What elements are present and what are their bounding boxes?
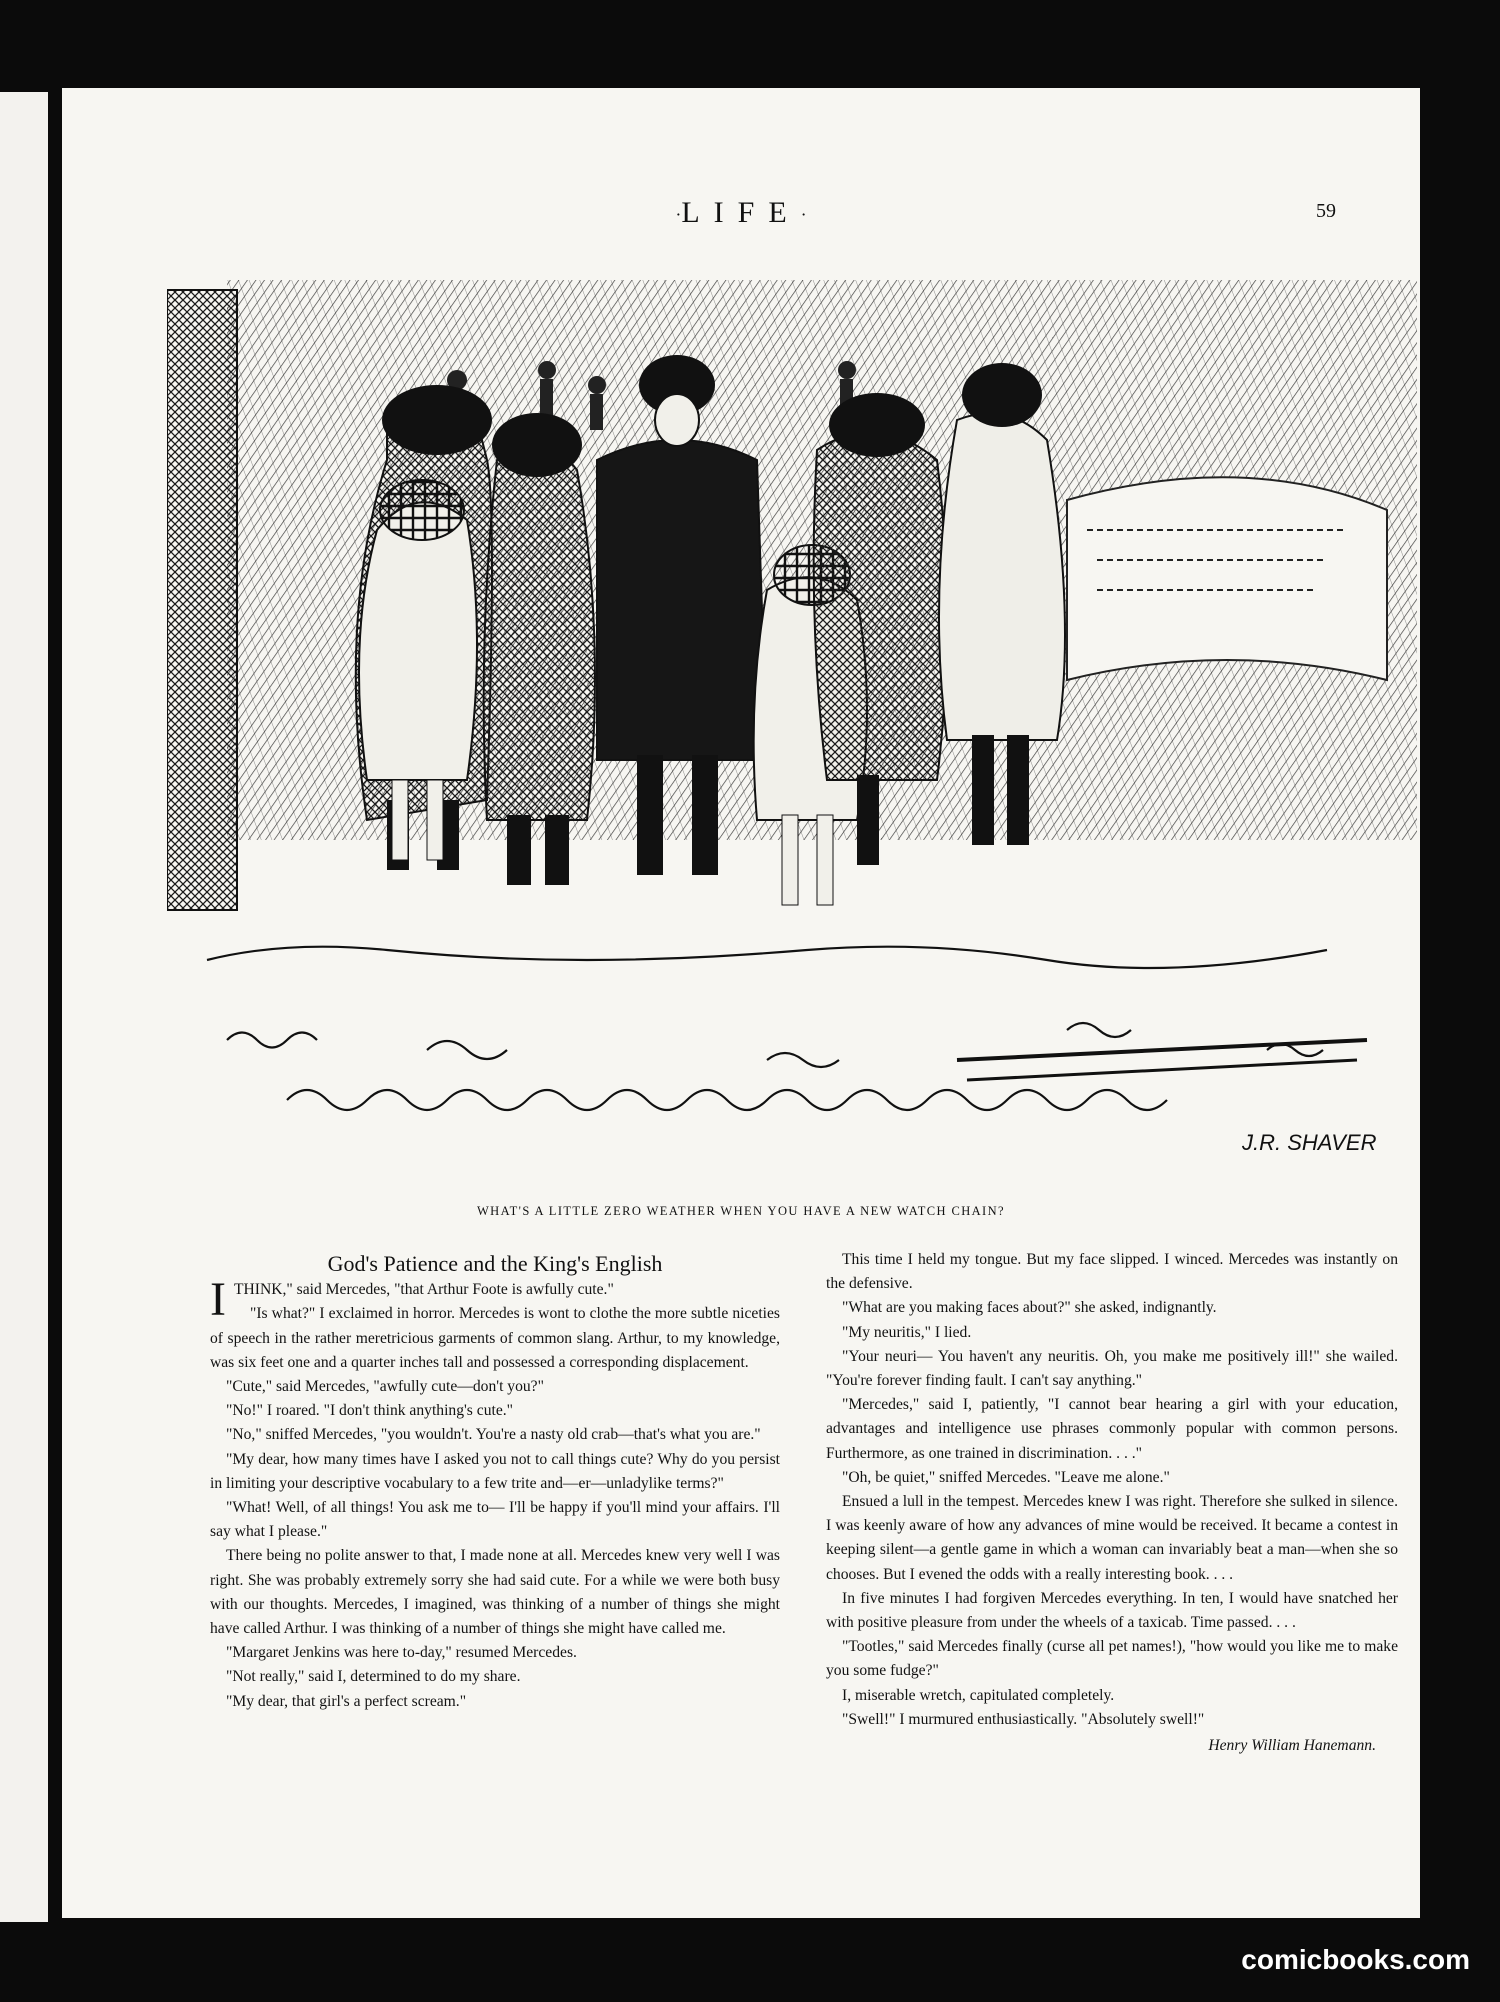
article-paragraph: "Margaret Jenkins was here to-day," resumed Mercedes. (226, 1644, 577, 1662)
article-column-left (210, 1248, 780, 1714)
paragraph-text: THINK," said Mercedes, "that Arthur Foote is awfully cute." (233, 1281, 614, 1299)
author-byline: Henry William Hanemann. (1208, 1737, 1376, 1755)
masthead-dot-right: · (800, 204, 807, 225)
article-paragraph: There being no polite answer to that, I made none at all. Mercedes knew very well I was right. She was probably extremely sorry she had said cute. For a while we were both busy with our thoughts. Mercedes, I imagined, was thinking of a number of things she might have called Arthur. I was thinking of a number of things she might have called me. (210, 1547, 780, 1638)
article-title: God's Patience and the King's English (327, 1251, 663, 1276)
figure-boy-left (484, 413, 595, 885)
article-paragraph: This time I held my tongue. But my face slipped. I winced. Mercedes was instantly on the defensive. (826, 1251, 1398, 1293)
article-column-right (826, 1248, 1398, 1758)
article-paragraph: "What are you making faces about?" she asked, indignantly. (842, 1299, 1217, 1317)
previous-page-edge (0, 92, 48, 1922)
article-paragraph: In five minutes I had forgiven Mercedes everything. In ten, I would have snatched her with positive pleasure from under the wheels of a taxicab. Time passed. . . . (826, 1589, 1398, 1632)
illustration-caption: WHAT'S A LITTLE ZERO WEATHER WHEN YOU HAVE A NEW WATCH CHAIN? (476, 1204, 1005, 1218)
site-watermark: comicbooks.com (1241, 1944, 1470, 1975)
snowy-ground (207, 947, 1367, 1110)
article-paragraph: "Your neuri— You haven't any neuritis. Oh, you make me positively ill!" she wailed. "You're forever finding fault. I can't say anything." (826, 1347, 1398, 1390)
article-paragraph: "Tootles," said Mercedes finally (curse all pet names!), "how would you like me to make you some fudge?" (826, 1638, 1398, 1680)
artist-signature: J.R. SHAVER (1242, 1130, 1377, 1155)
cartoon-illustration (167, 260, 1417, 1162)
article-paragraph: "Swell!" I murmured enthusiastically. "Absolutely swell!" (842, 1710, 1205, 1728)
article-paragraph: "My dear, that girl's a perfect scream." (226, 1692, 467, 1710)
article-paragraph: "Is what?" I exclaimed in horror. Mercedes is wont to clothe the more subtle niceties of speech in the rather meretricious garments of common slang. Arthur, to my knowledge, was six feet one and a quarter inches tall and possessed a corresponding displacement. (210, 1305, 780, 1371)
article-paragraph: "Oh, be quiet," sniffed Mercedes. "Leave me alone." (842, 1468, 1170, 1486)
article-paragraph: "What! Well, of all things! You ask me to— I'll be happy if you'll mind your affairs. I'll say what I please." (210, 1499, 780, 1541)
article-paragraph: "Not really," said I, determined to do my share. (226, 1668, 521, 1686)
article-paragraph: "No," sniffed Mercedes, "you wouldn't. You're a nasty old crab—that's what you are." (226, 1426, 761, 1444)
article-paragraph: "Mercedes," said I, patiently, "I cannot bear hearing a girl with your education, advantages and intelligence use phrases commonly popular with common persons. Furthermore, as one trained in discrimination. . . ." (826, 1396, 1398, 1462)
article-paragraph: "My dear, how many times have I asked you not to call things cute? Why do you persist in limiting your descriptive vocabulary to a few trite and—er—unladylike terms?" (210, 1450, 780, 1492)
article-paragraph: I, miserable wretch, capitulated completely. (842, 1686, 1115, 1704)
masthead (62, 196, 1420, 230)
article-paragraph: "Cute," said Mercedes, "awfully cute—don't you?" (226, 1378, 544, 1396)
article-paragraph (210, 1273, 780, 1327)
article-paragraph: "My neuritis," I lied. (842, 1323, 972, 1341)
page-number: 59 (1316, 200, 1336, 222)
article-paragraph: Ensued a lull in the tempest. Mercedes knew I was right. Therefore she sulked in silence. I was keenly aware of how any advances of mine would be received. It became a contest in keeping silent—a gentle game in which a woman can invariably beat a man—when she so chooses. But I evened the odds with a really interesting book. . . . (826, 1493, 1398, 1583)
masthead-title: LIFE (681, 196, 801, 229)
article-paragraph: "No!" I roared. "I don't think anything's cute." (226, 1402, 514, 1420)
drop-cap: I (210, 1273, 226, 1327)
magazine-page (62, 88, 1420, 1918)
masthead-dot-left: · (675, 204, 682, 225)
